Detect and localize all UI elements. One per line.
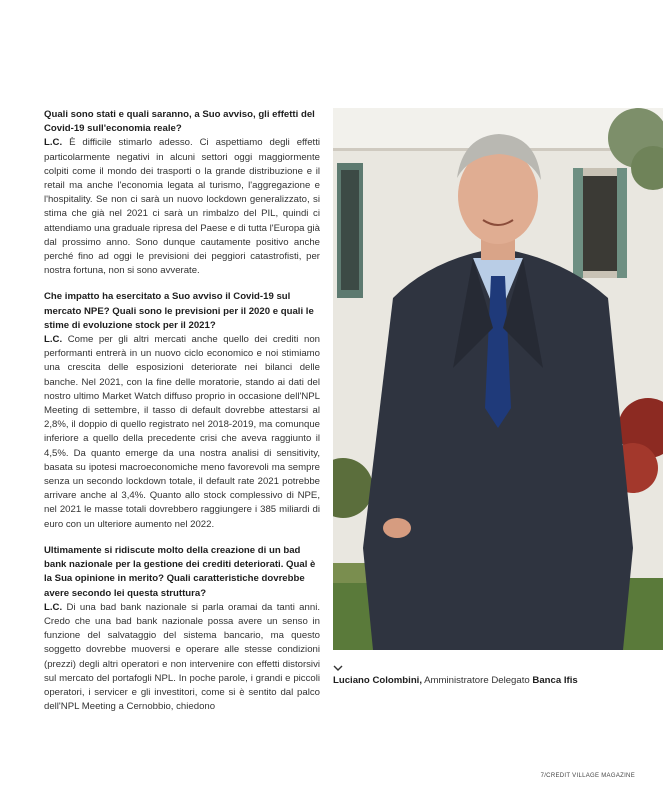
portrait-photo — [333, 108, 663, 650]
speaker-label: L.C. — [44, 334, 63, 346]
photo-caption — [333, 675, 578, 686]
caption-name: Luciano Colombini, — [333, 675, 423, 686]
answer-1 — [44, 136, 320, 278]
caption-role: Amministratore Delegato — [422, 675, 533, 686]
question-3: Ultimamente si ridiscute molto della creazione di un bad bank nazionale per la gestione dei crediti deteriorati. Qual è la Sua opinione in merito? Quali caratteristiche dovrebbe avere secondo lei questa struttura? — [44, 544, 316, 599]
chevron-down-icon — [333, 664, 343, 672]
answer-text: È difficile stimarlo adesso. Ci aspettiamo degli effetti particolarmente negativi in alcuni settori oggi maggiormente colpiti come il mondo dei trasporti o la grande distribuzione e il retail ma anche l'economia legata al turismo, l'aggregazione e l'hospitality. Se non ci sarà un nuovo lockdown generalizzato, si stima che già nel 2021 ci sarà un rimbalzo del PIL, quindi ci attendiamo una graduale ripresa del Paese e di tutta l'Europa già dal prossimo anno. Sono dunque cautamente positivo anche perché fino ad oggi le previsioni dei peggiori catastrofisti, per nostra fortuna, non si sono avverate. — [44, 137, 320, 277]
speaker-label: L.C. — [44, 601, 63, 613]
speaker-label: L.C. — [44, 137, 63, 149]
answer-3 — [44, 601, 320, 715]
caption-company: Banca Ifis — [532, 675, 578, 686]
answer-text: Di una bad bank nazionale si parla oramai da tanti anni. Credo che una bad bank nazionale possa avere un senso in funzione del salvataggio del sistema bancario, ma questo soggetto dovrebbe muoversi e operare alle stesse condizioni (prezzi) degli altri operatori e non intervenire con effetti distorsivi sul mercato del portafogli NPL. In poche parole, i grandi e piccoli operatori, i servicer e gli investitori, come si è sentito dal palco dell'NPL Meeting a Cernobbio, chiedono — [44, 601, 320, 713]
article-column — [44, 108, 320, 726]
page-footer: 7/CREDIT VILLAGE MAGAZINE — [540, 773, 635, 779]
question-2: Che impatto ha esercitato a Suo avviso il Covid-19 sul mercato NPE? Quali sono le previsioni per il 2020 e quali le stime di evoluzione stock per il 2021? — [44, 291, 314, 331]
answer-2 — [44, 333, 320, 532]
qa-section-3 — [44, 544, 320, 714]
question-1: Quali sono stati e quali saranno, a Suo avviso, gli effetti del Covid-19 sull'economia reale? — [44, 109, 315, 135]
answer-text: Come per gli altri mercati anche quello dei crediti non performanti entrerà in un nuovo ciclo economico e noi stimiamo una crescita delle esposizioni deteriorate nei bilanci delle banche. Nel 2021, con la fine delle moratorie, stando ai dati del nostro ultimo Market Watch diffuso proprio in occasione dell'NPL Meeting di settembre, il tasso di default dovrebbe attestarsi al 2,8%, il doppio di quello registrato nel 2018-2019, ma comunque inferiore a quello della precedente crisi che aveva raggiunto il 4,5%. Da quanto emerge da una nostra analisi di sensitivity, basata su ipotesi macroeconomiche meno favorevoli ma sempre senza un secondo lockdown totale, il default rate 2021 potrebbe arrivare anche al 3,4%. Quanto allo stock complessivo di NPE, nel 2021 le masse totali dovrebbero raggiungere i 385 miliardi di euro con un ulteriore aumento nel 2022. — [44, 334, 320, 530]
qa-section-2 — [44, 290, 320, 531]
qa-section-1 — [44, 108, 320, 278]
